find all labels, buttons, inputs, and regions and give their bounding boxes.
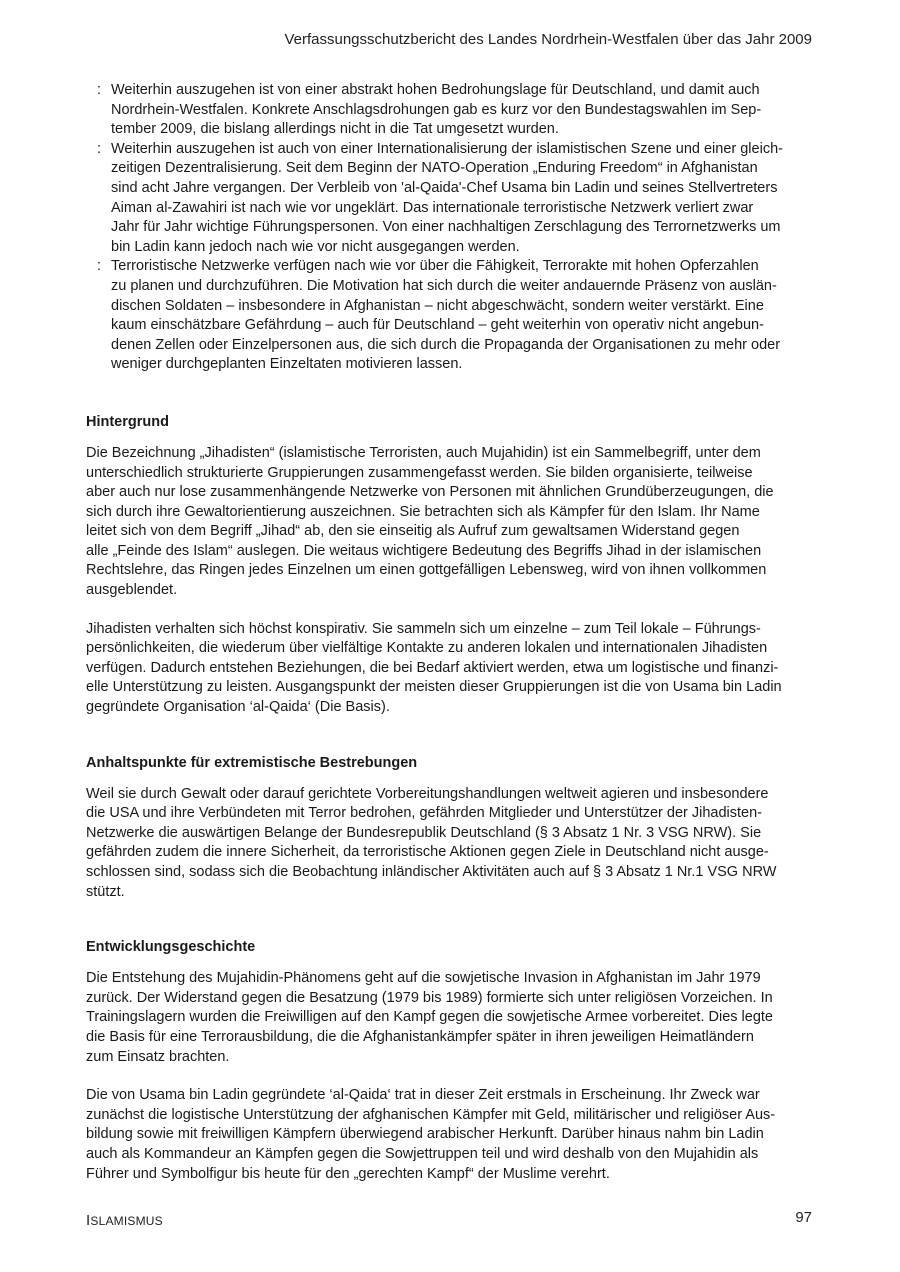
paragraph-hintergrund-2 (86, 620, 814, 718)
text-line: gefährden zudem die innere Sicherheit, da terroristische Aktionen gegen Ziele in Deutschland nicht ausge- (86, 844, 769, 861)
text-line: stützt. (86, 883, 125, 900)
text-line: zeitigen Dezentralisierung. Seit dem Beginn der NATO-Operation „Enduring Freedom“ in Afghanistan (111, 160, 758, 177)
text-line: Die Bezeichnung „Jihadisten“ (islamistische Terroristen, auch Mujahidin) ist ein Sammelbegriff, unter dem (86, 444, 761, 461)
text-line: Jahr für Jahr wichtige Führungspersonen. Von einer nachhaltigen Zerschlagung des Terrornetzwerks um (111, 219, 781, 236)
text-line: aber auch nur lose zusammenhängende Netzwerke von Personen mit ähnlichen Grundüberzeugungen, die (86, 484, 774, 501)
text-line: dischen Soldaten – insbesondere in Afghanistan – nicht abgeschwächt, sondern weiter verstärkt. Eine (111, 297, 764, 314)
text-line: ausgeblendet. (86, 582, 178, 599)
text-line: bildung sowie mit freiwilligen Kämpfern überwiegend arabischer Herkunft. Darüber hinaus nahm bin Ladin (86, 1126, 764, 1143)
bullet-marker: : (97, 140, 102, 157)
text-line: bin Ladin kann jedoch nach wie vor nicht ausgegangen werden. (111, 238, 520, 255)
text-line: alle „Feinde des Islam“ auslegen. Die weitaus wichtigere Bedeutung des Begriffs Jihad in der islamischen (86, 542, 762, 559)
text-line: Die von Usama bin Ladin gegründete ‘al-Qaida‘ trat in dieser Zeit erstmals in Erscheinung. Ihr Zweck war (86, 1087, 760, 1104)
heading-entwicklungsgeschichte: Entwicklungsgeschichte (86, 939, 256, 956)
footer-section-initial: I (86, 1212, 91, 1229)
text-line: Terroristische Netzwerke verfügen nach wie vor über die Fähigkeit, Terrorakte mit hohen Opferzahlen (111, 258, 759, 275)
page-number: 97 (795, 1209, 812, 1226)
text-line: Aiman al-Zawahiri ist nach wie vor ungeklärt. Das internationale terroristische Netzwerk verliert zwar (111, 199, 754, 216)
text-line: persönlichkeiten, die wiederum über vielfältige Kontakte zu anderen lokalen und internationalen Jihadisten (86, 640, 768, 657)
footer-section-rest: SLAMISMUS (90, 1214, 163, 1228)
text-line: sind acht Jahre vergangen. Der Verbleib von 'al-Qaida'-Chef Usama bin Ladin und seines Stellvertreters (111, 179, 778, 196)
paragraph-hintergrund-1 (86, 444, 814, 601)
text-line: denen Zellen oder Einzelpersonen aus, die sich durch die Propaganda der Organisationen zu mehr oder (111, 336, 781, 353)
text-line: zurück. Der Widerstand gegen die Besatzung (1979 bis 1989) formierte sich unter religiösen Vorzeichen. In (86, 989, 773, 1006)
text-line: die USA und ihre Verbündeten mit Terror bedrohen, gefährden Mitglieder und Unterstützer der Jihadisten- (86, 805, 762, 822)
text-line: gegründete Organisation ‘al-Qaida‘ (Die Basis). (86, 699, 390, 716)
text-line: tember 2009, die bislang allerdings nicht in die Tat umgesetzt wurden. (111, 121, 559, 138)
footer-section-label (86, 1212, 163, 1229)
text-line: Die Entstehung des Mujahidin-Phänomens geht auf die sowjetische Invasion in Afghanistan im Jahr 1979 (86, 970, 761, 987)
text-line: unterschiedlich strukturierte Gruppierungen zusammengefasst werden. Sie bilden organisierte, teilweise (86, 464, 753, 481)
text-line: Rechtslehre, das Ringen jedes Einzelnen um einen gottgefälligen Lebensweg, wird von ihnen vollkommen (86, 562, 767, 579)
bullet-item (86, 140, 814, 258)
text-line: Jihadisten verhalten sich höchst konspirativ. Sie sammeln sich um einzelne – zum Teil lokale – Führungs- (86, 620, 761, 637)
text-line: Weiterhin auszugehen ist von einer abstrakt hohen Bedrohungslage für Deutschland, und damit auch (111, 82, 760, 98)
heading-hintergrund: Hintergrund (86, 413, 169, 430)
bullet-marker: : (97, 82, 102, 98)
text-line: zum Einsatz brachten. (86, 1048, 230, 1065)
bullet-item (86, 257, 814, 375)
text-line: verfügen. Dadurch entstehen Beziehungen, die bei Bedarf aktiviert werden, etwa um logistische und finanzi- (86, 659, 779, 676)
text-line: Nordrhein-Westfalen. Konkrete Anschlagsdrohungen gab es kurz vor den Bundestagswahlen im Sep- (111, 101, 762, 118)
text-line: die Basis für eine Terrorausbildung, die die Afghanistankämpfer später in ihren jeweiligen Heimatländern (86, 1028, 754, 1045)
text-line: Führer und Symbolfigur bis heute für den „gerechten Kampf“ der Muslime verehrt. (86, 1165, 610, 1182)
running-header: Verfassungsschutzbericht des Landes Nordrhein-Westfalen über das Jahr 2009 (284, 31, 812, 48)
bullet-list (86, 81, 814, 375)
text-line: sich durch ihre Gewaltorientierung auszeichnen. Sie betrachten sich als Kämpfer für den Islam. Ihr Name (86, 503, 760, 520)
bullet-item (86, 81, 814, 140)
main-content (86, 81, 814, 1184)
text-line: Trainingslagern wurden die Freiwilligen auf den Kampf gegen die sowjetische Armee vorbereitet. Dies legte (86, 1009, 773, 1026)
text-line: auch als Kommandeur an Kämpfen gegen die Sowjettruppen teil und wird deshalb von den Mujahidin als (86, 1145, 759, 1162)
heading-anhaltspunkte: Anhaltspunkte für extremistische Bestrebungen (86, 754, 418, 771)
bullet-marker: : (97, 258, 102, 275)
text-line: zunächst die logistische Unterstützung der afghanischen Kämpfer mit Geld, militärischer und religiöser Aus- (86, 1106, 776, 1123)
text-line: elle Unterstützung zu leisten. Ausgangspunkt der meisten dieser Gruppierungen ist die von Usama bin Ladin (86, 679, 782, 696)
text-line: weniger durchgeplanten Einzeltaten motivieren lassen. (111, 356, 463, 373)
text-line: zu planen und durchzuführen. Die Motivation hat sich durch die weiter andauernde Präsenz von auslän- (111, 277, 777, 294)
paragraph-entwicklung-1 (86, 969, 814, 1067)
paragraph-entwicklung-2 (86, 1086, 814, 1184)
text-line: schlossen sind, sodass sich die Beobachtung inländischer Aktivitäten auch auf § 3 Absatz 1 Nr.1 VSG NRW (86, 864, 777, 880)
text-line: Netzwerke die auswärtigen Belange der Bundesrepublik Deutschland (§ 3 Absatz 1 Nr. 3 VSG NRW). Sie (86, 824, 762, 841)
text-line: Weil sie durch Gewalt oder darauf gerichtete Vorbereitungshandlungen weltweit agieren und insbesondere (86, 785, 769, 802)
text-line: leitet sich von dem Begriff „Jihad“ ab, den sie einseitig als Aufruf zum gewaltsamen Widerstand gegen (86, 523, 740, 540)
paragraph-anhaltspunkte-1 (86, 785, 814, 903)
text-line: kaum einschätzbare Gefährdung – auch für Deutschland – geht weiterhin von operativ nicht angebun- (111, 317, 764, 334)
text-line: Weiterhin auszugehen ist auch von einer Internationalisierung der islamistischen Szene und einer gleich- (111, 140, 783, 157)
